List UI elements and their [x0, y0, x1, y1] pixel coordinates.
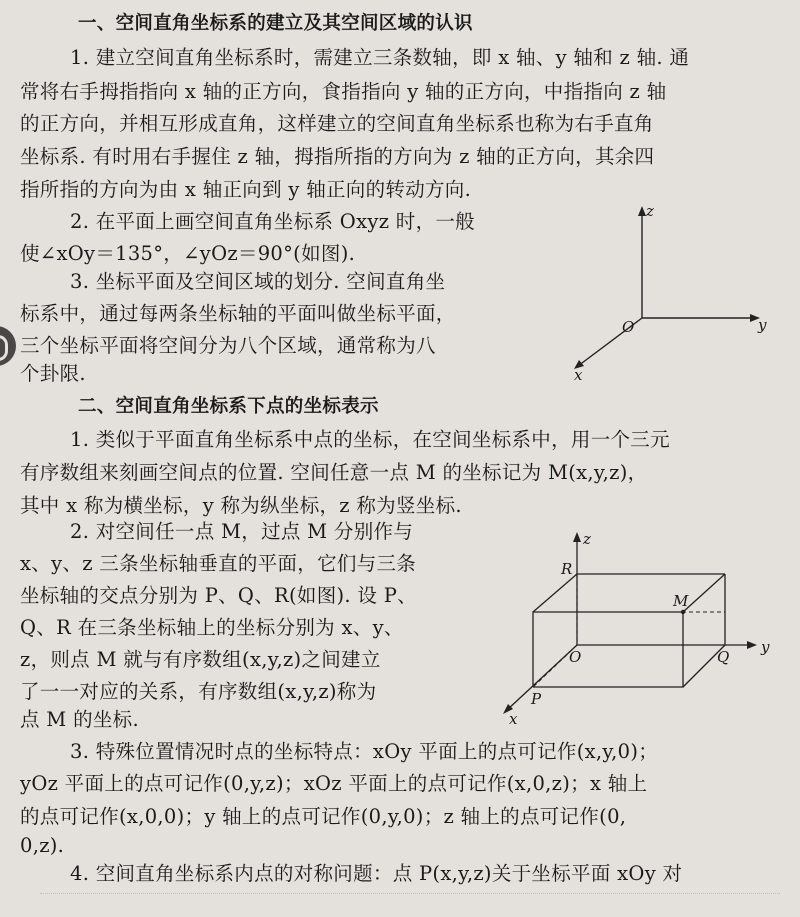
s1-p1-line5: 指所指的方向为由 x 轴正向到 y 轴正向的转动方向.: [20, 178, 472, 201]
s2-p3-line4: 0,z).: [20, 834, 65, 857]
s2-p3-line3: 的点可记作(x,0,0)；y 轴上的点可记作(0,y,0)；z 轴上的点可记作(0,: [20, 805, 627, 828]
figure-box: [495, 530, 785, 730]
s2-p2-line7: 点 M 的坐标.: [20, 708, 139, 731]
s2-p4-line1: 4. 空间直角坐标系内点的对称问题：点 P(x,y,z)关于坐标平面 xOy 对: [70, 862, 683, 885]
fig2-z-label: z: [583, 530, 591, 548]
page-edge-tab: [0, 326, 16, 366]
fig1-x-label: x: [574, 366, 583, 384]
s2-p2-line6: 了一一对应的关系，有序数组(x,y,z)称为: [20, 680, 377, 703]
s1-p2-line2: 使∠xOy＝135°，∠yOz＝90°(如图).: [20, 242, 356, 265]
fig2-m-label: M: [673, 592, 689, 610]
s2-p2-line3: 坐标轴的交点分别为 P、Q、R(如图). 设 P、: [20, 584, 417, 607]
axes-diagram: [560, 200, 775, 385]
section2-heading: 二、空间直角坐标系下点的坐标表示: [78, 396, 379, 417]
fig2-origin-label: O: [569, 648, 582, 666]
s1-p1-line3: 的正方向，并相互形成直角，这样建立的空间直角坐标系也称为右手直角: [20, 112, 654, 135]
s2-p2-line2: x、y、z 三条坐标轴垂直的平面，它们与三条: [20, 552, 417, 575]
s2-p1-line2: 有序数组来刻画空间点的位置. 空间任意一点 M 的坐标记为 M(x,y,z)，: [20, 461, 648, 484]
s2-p3-line1: 3. 特殊位置情况时点的坐标特点：xOy 平面上的点可记作(x,y,0)；: [70, 740, 659, 763]
fig2-q-label: Q: [717, 648, 730, 666]
s1-p3-line4: 个卦限.: [20, 362, 86, 385]
s2-p2-line4: Q、R 在三条坐标轴上的坐标分别为 x、y、: [20, 616, 404, 639]
fig2-y-label: y: [761, 638, 770, 656]
s2-p1-line1: 1. 类似于平面直角坐标系中点的坐标，在空间坐标系中，用一个三元: [70, 428, 670, 451]
s2-p3-line2: yOz 平面上的点可记作(0,y,z)；xOz 平面上的点可记作(x,0,z)；x 轴上: [20, 772, 648, 795]
fig2-p-label: P: [531, 690, 542, 708]
s1-p3-line1: 3. 坐标平面及空间区域的划分. 空间直角坐: [70, 270, 446, 293]
fig1-origin-label: O: [622, 318, 635, 336]
s1-p1-line4: 坐标系. 有时用右手握住 z 轴，拇指所指的方向为 z 轴的正方向，其余四: [20, 145, 655, 168]
fig2-x-label: x: [509, 710, 518, 728]
s1-p2-line1: 2. 在平面上画空间直角坐标系 Oxyz 时，一般: [70, 210, 475, 233]
figure-axes: [560, 200, 775, 385]
s2-p2-line5: z，则点 M 就与有序数组(x,y,z)之间建立: [20, 648, 381, 671]
s1-p1-line2: 常将右手拇指指向 x 轴的正方向，食指指向 y 轴的正方向，中指指向 z 轴: [20, 80, 667, 103]
fig1-z-label: z: [646, 202, 654, 220]
s1-p1-line1: 1. 建立空间直角坐标系时，需建立三条数轴，即 x 轴、y 轴和 z 轴. 通: [70, 46, 690, 69]
s1-p3-line2: 标系中，通过每两条坐标轴的平面叫做坐标平面，: [20, 302, 456, 325]
s1-p3-line3: 三个坐标平面将空间分为八个区域，通常称为八: [20, 334, 436, 357]
fig1-y-label: y: [758, 316, 767, 334]
s2-p2-line1: 2. 对空间任一点 M，过点 M 分别作与: [70, 520, 414, 543]
fig2-r-label: R: [561, 560, 573, 578]
s2-p1-line3: 其中 x 称为横坐标，y 称为纵坐标，z 称为竖坐标.: [20, 494, 462, 517]
section1-heading: 一、空间直角坐标系的建立及其空间区域的认识: [78, 13, 473, 34]
bottom-dotted-rule: [40, 893, 780, 904]
